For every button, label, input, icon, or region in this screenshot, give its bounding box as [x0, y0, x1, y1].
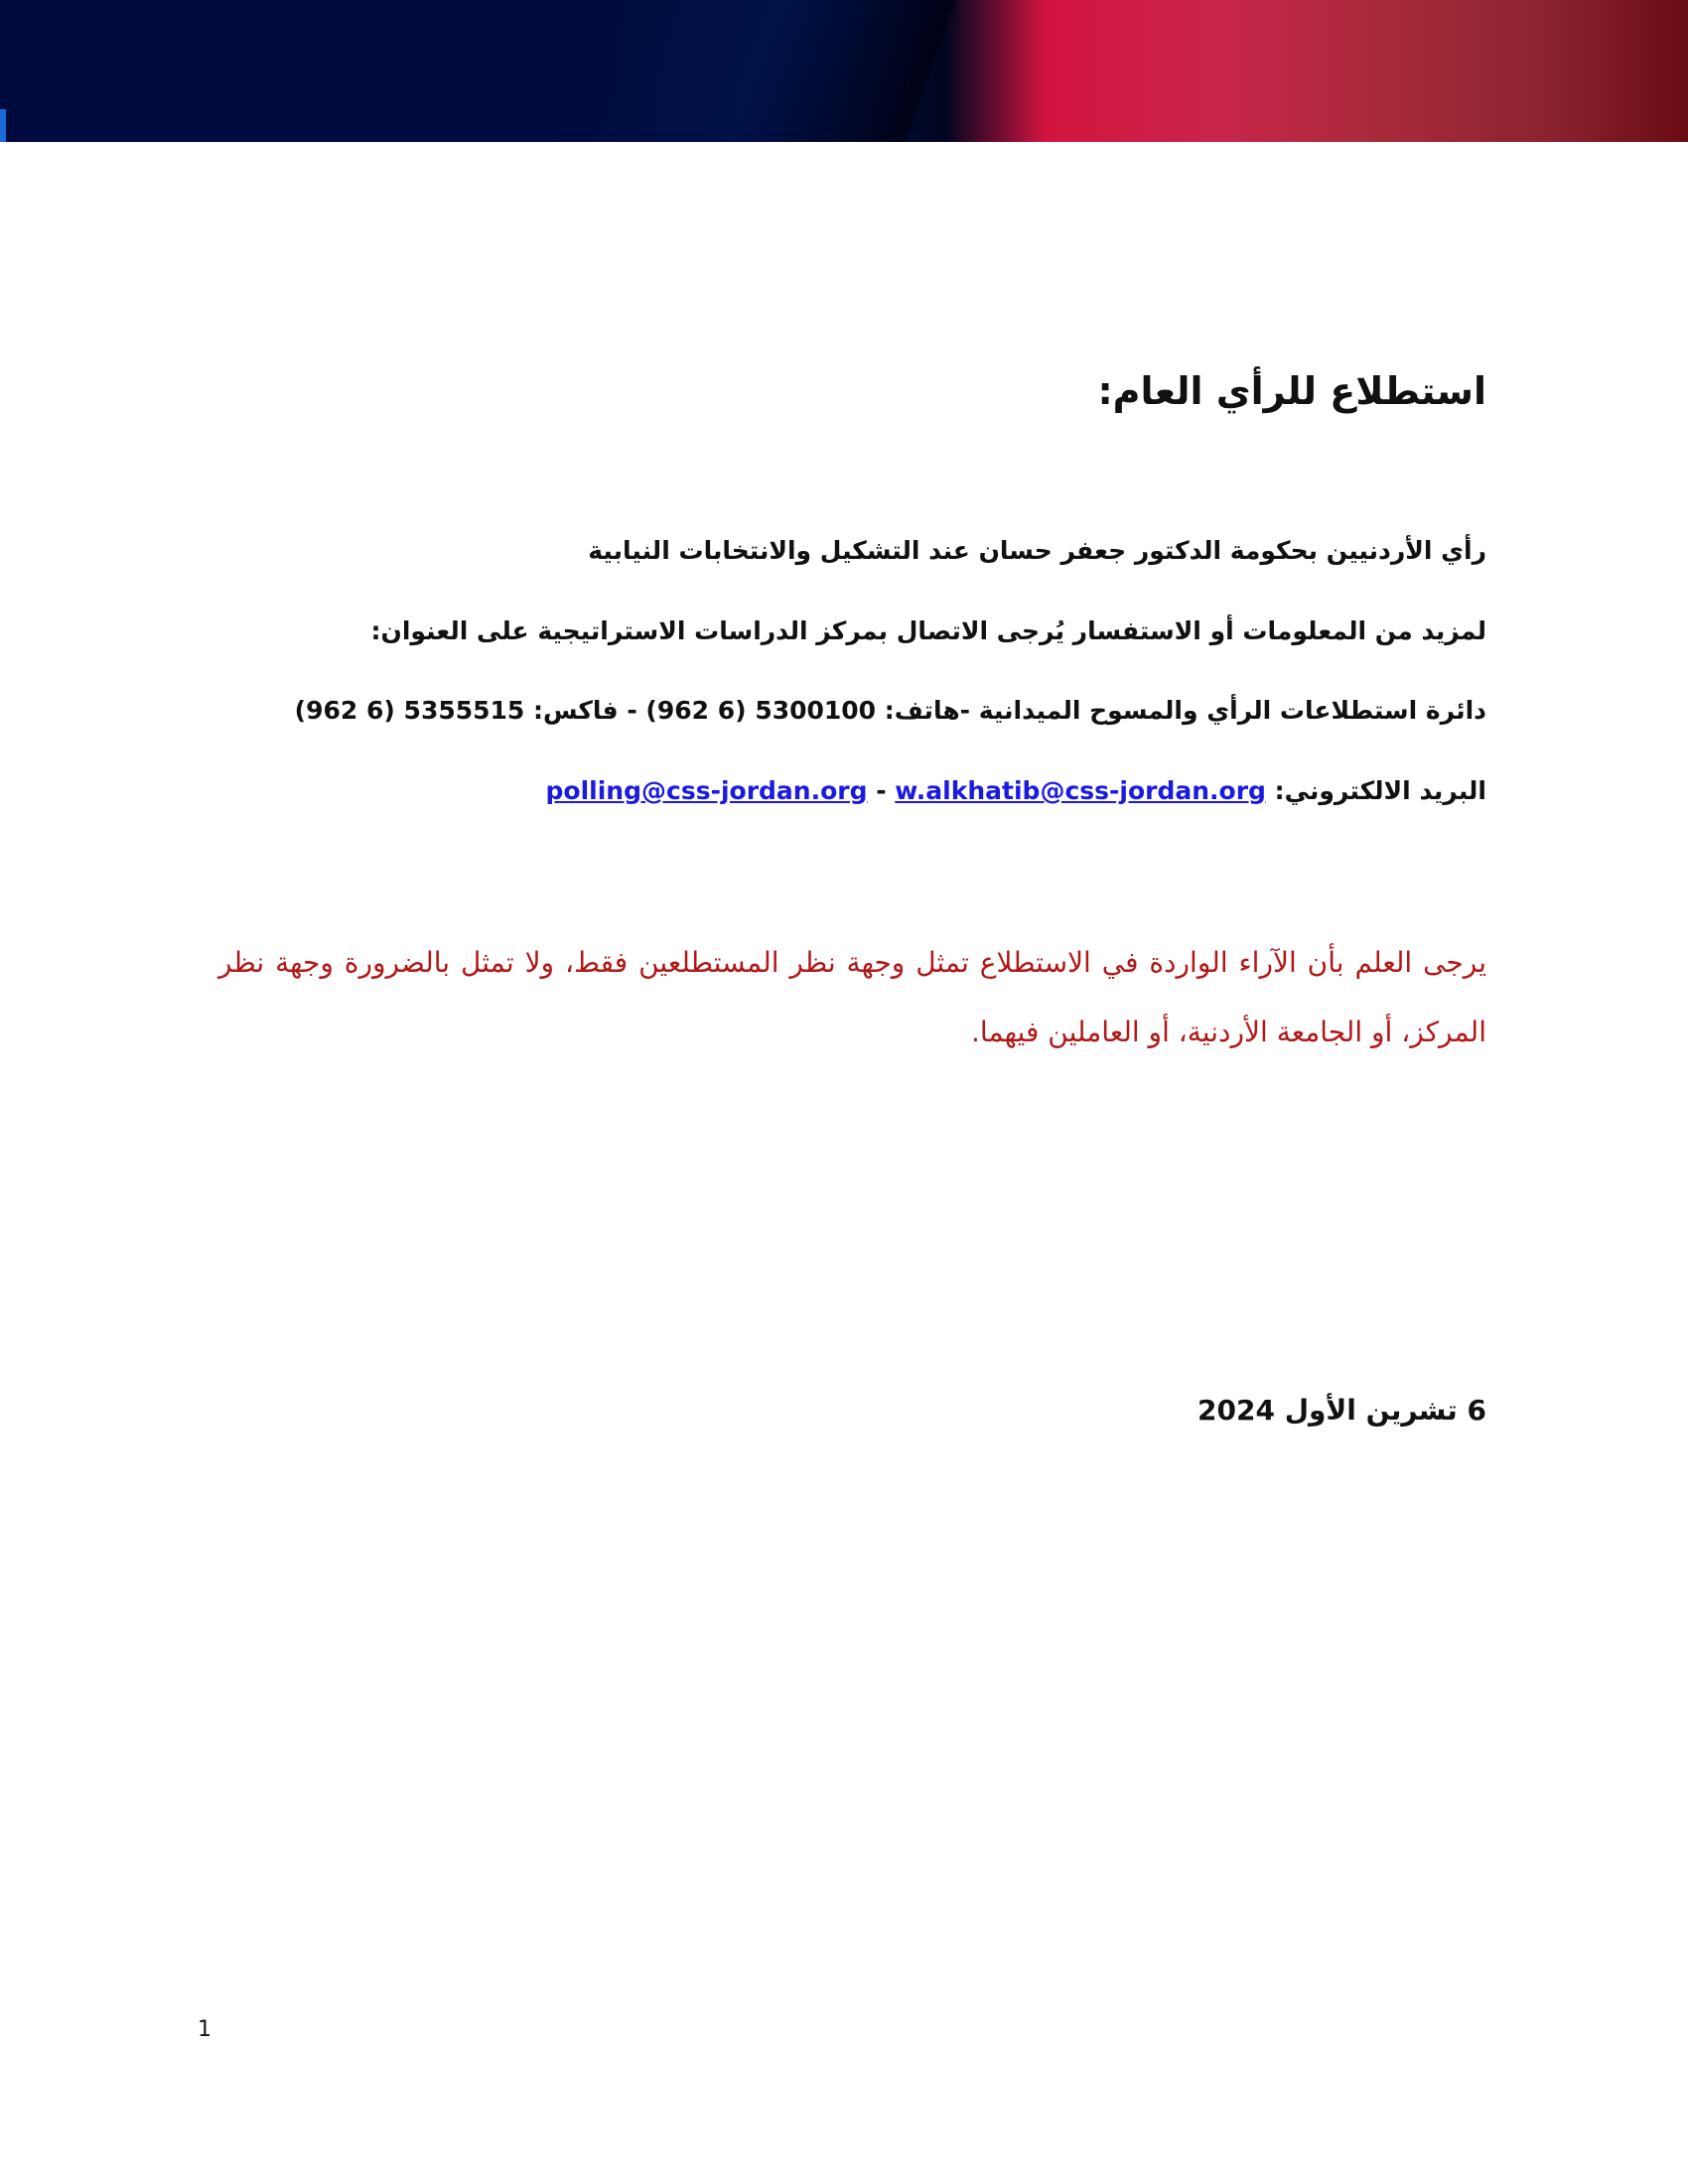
email-line — [546, 776, 1486, 805]
email-label: البريد الالكتروني: — [1274, 776, 1486, 805]
banner-accent — [0, 109, 6, 142]
email-link-polling[interactable]: polling@css-jordan.org — [545, 776, 868, 805]
contact-intro: لمزيد من المعلومات أو الاستفسار يُرجى الاتصال بمركز الدراسات الاستراتيجية على العنوان: — [370, 616, 1486, 645]
email-separator: - — [867, 776, 896, 805]
page-title: استطلاع للرأي العام: — [1097, 369, 1486, 413]
survey-subtitle: رأي الأردنيين بحكومة الدكتور جعفر حسان عند التشكيل والانتخابات النيابية — [588, 536, 1486, 565]
page-number: 1 — [198, 2017, 211, 2042]
publication-date: 6 تشرين الأول 2024 — [1197, 1394, 1486, 1427]
banner-shade — [556, 0, 1072, 142]
email-link-alkhatib[interactable]: w.alkhatib@css-jordan.org — [895, 776, 1266, 805]
department-contact: دائرة استطلاعات الرأي والمسوح الميدانية -هاتف: 5300100 (6 962) - فاكس: 5355515 (6 962) — [294, 696, 1486, 725]
disclaimer: يرجى العلم بأن الآراء الواردة في الاستطلاع تمثل وجهة نظر المستطلعين فقط، ولا تمثل بالضرورة وجهة نظر المركز، أو الجامعة الأردنية، أو العاملين فيهما. — [218, 946, 1486, 1048]
header-banner-image — [0, 0, 1688, 142]
